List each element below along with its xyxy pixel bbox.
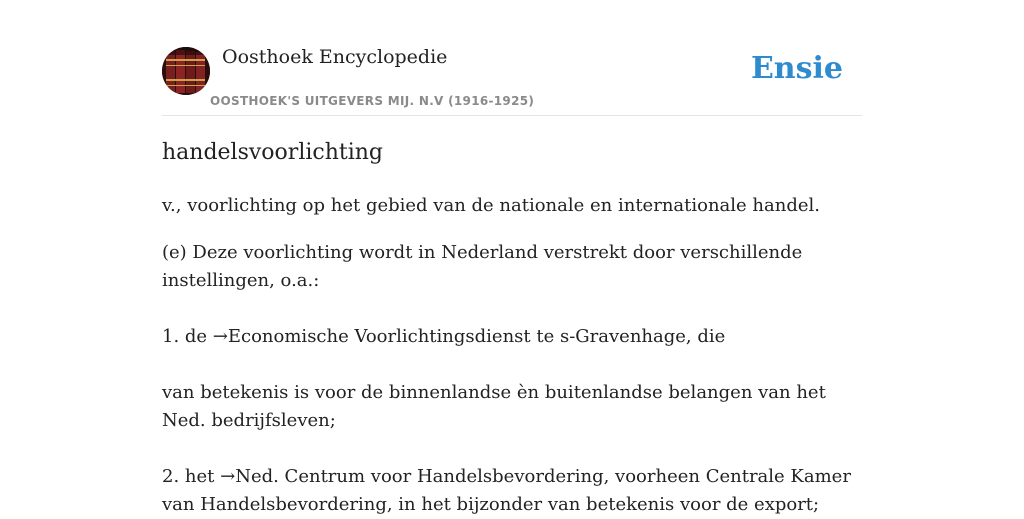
economische-voorlichtingsdienst-link[interactable]: →Economische Voorlichtingsdienst: [212, 326, 531, 347]
list-item-1-prefix: 1. de: [162, 326, 213, 347]
definition-text: v., voorlichting op het gebied van de nationale en internationale handel.: [162, 195, 820, 216]
ned-centrum-handelsbevordering-link[interactable]: →Ned. Centrum voor Handelsbevordering: [220, 466, 604, 487]
list-item-1-continuation: van betekenis is voor de binnenlandse èn buitenlandse belangen van het Ned. bedrijfsleven;: [162, 382, 826, 431]
article-term: handelsvoorlichting: [162, 140, 384, 165]
list-item-2: [162, 463, 862, 519]
list-item-2-prefix: 2. het: [162, 466, 221, 487]
book-spines-icon[interactable]: [162, 47, 210, 95]
list-item-1-suffix: te s-Gravenhage, die: [530, 326, 726, 347]
header: [162, 0, 862, 116]
ensie-logo-link[interactable]: Ensie: [750, 51, 843, 86]
list-item-2-suffix: , voorheen Centrale Kamer van Handelsbevordering, in het bijzonder van betekenis voor de export;: [162, 466, 851, 515]
intro-paragraph: (e) Deze voorlichting wordt in Nederland verstrekt door verschillende instellingen, o.a.:: [162, 242, 803, 291]
list-item-1: [162, 323, 862, 351]
publisher-label: OOSTHOEK'S UITGEVERS MIJ. N.V (1916-1925): [210, 94, 535, 108]
page-container: [162, 0, 862, 515]
encyclopedia-title-link[interactable]: Oosthoek Encyclopedie: [222, 46, 448, 68]
